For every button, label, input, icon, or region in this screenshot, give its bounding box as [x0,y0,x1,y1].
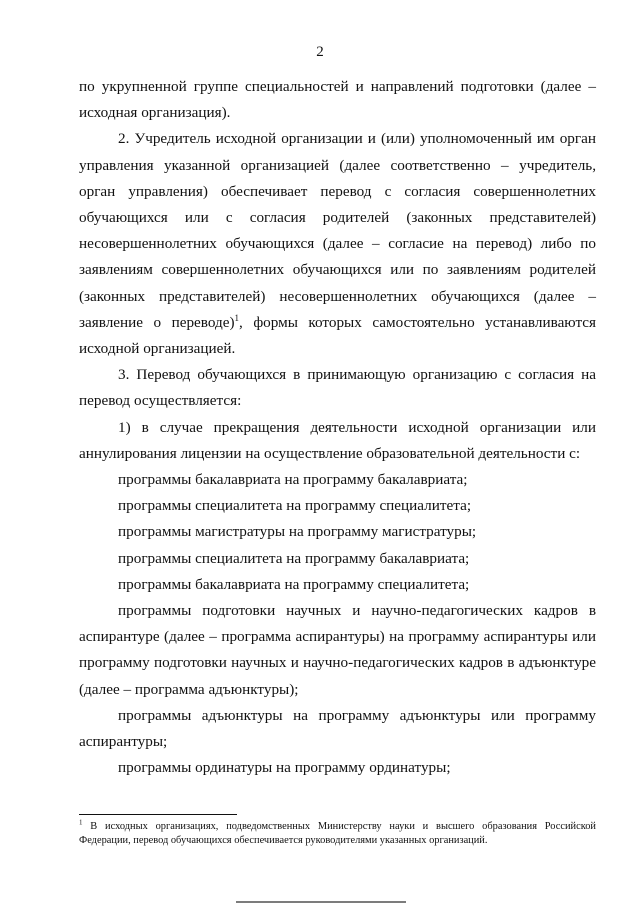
list-item: программы бакалавриата на программу специалитета; [118,575,470,593]
paragraph-1 [79,126,596,362]
paragraph-2: 3. Перевод обучающихся в принимающую организацию с согласия на перевод осуществляется: [79,366,596,410]
scan-artifact [236,901,406,903]
list-item: программы адъюнктуры на программу адъюнктуры или программу аспирантуры; [79,706,596,751]
paragraph-1-text: 2. Учредитель исходной организации и (или) уполномоченный им орган управления указанной организацией (далее соответственно – учредитель, орган управления) обеспечивает перевод с согласия совершеннолетних обучающихся или с согласия родителей (законных представителей) несовершеннолетних обучающихся (далее – согласие на перевод) либо по заявлениям совершеннолетних обучающихся или по заявлениям родителей (законных представителей) несовершеннолетних обучающихся (далее – заявление о переводе) [79,130,596,331]
footnote-reference[interactable]: 1 [234,312,240,323]
paragraph-0: по укрупненной группе специальностей и направлений подготовки (далее – исходная организация). [79,78,596,122]
list-item: программы магистратуры на программу магистратуры; [118,523,477,541]
footnote-text: В исходных организациях, подведомственных Министерству науки и высшего образования Российской Федерации, перевод обучающихся обеспечивается руководителями указанных организаций. [79,821,596,846]
list-item: программы бакалавриата на программу бакалавриата; [118,471,468,489]
footnote-marker: 1 [79,818,83,827]
list-item: программы подготовки научных и научно-педагогических кадров в аспирантуре (далее – программа аспирантуры) на программу аспирантуры или программу подготовки научных и научно-педагогических кадров в адъюнктуре (далее – программа адъюнктуры); [79,602,596,698]
list-item: программы специалитета на программу специалитета; [118,497,472,515]
footnote [79,820,596,848]
document-body [79,74,596,781]
paragraph-1-tail: , формы которых самостоятельно устанавливаются исходной организацией. [79,313,597,358]
list-item: программы специалитета на программу бакалавриата; [118,549,470,567]
list-item: программы ординатуры на программу ординатуры; [118,759,451,777]
paragraph-3: 1) в случае прекращения деятельности исходной организации или аннулирования лицензии на осуществление образовательной деятельности с: [79,418,596,462]
page-number: 2 [316,44,324,60]
footnote-separator [79,814,237,815]
